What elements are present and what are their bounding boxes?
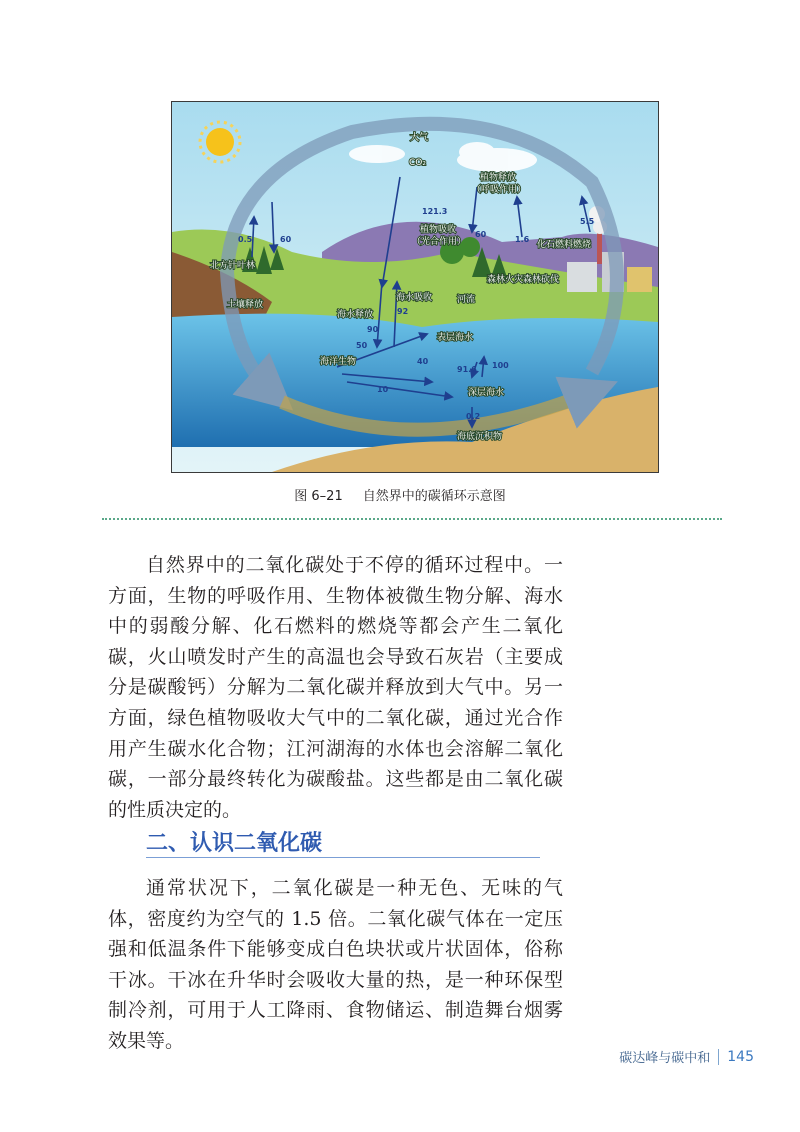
label-surface-sea: 表层海水 <box>437 333 474 343</box>
label-sea-release: 海水释放 <box>337 310 374 320</box>
book-title: 碳达峰与碳中和 <box>619 1051 711 1066</box>
caption-title: 自然界中的碳循环示意图 <box>362 489 506 504</box>
value-deep-sink: 10 <box>377 385 389 394</box>
caption-number: 图 6–21 <box>294 489 343 504</box>
label-river: 河流 <box>457 295 476 305</box>
label-soil-release: 土壤释放 <box>227 300 264 310</box>
figure-caption <box>0 485 800 504</box>
label-forest-fire: 森林火灾森林砍伐 <box>487 275 560 285</box>
label-marine-life: 海洋生物 <box>320 357 357 367</box>
value-plant-release: 60 <box>475 230 487 239</box>
value-sea-release: 90 <box>367 325 379 334</box>
value-sediment: 0.2 <box>466 412 481 421</box>
value-fossil-fuel: 5.5 <box>580 217 595 226</box>
label-respiration: （呼吸作用） <box>472 185 527 195</box>
value-soil-up: 0.5 <box>238 235 253 244</box>
label-atmosphere: 大气 <box>410 133 429 143</box>
value-surface-to-deep: 91.6 <box>457 365 477 374</box>
value-deep-to-surface: 100 <box>492 361 509 370</box>
carbon-cycle-figure <box>171 101 659 473</box>
body-paragraph: 自然界中的二氧化碳处于不停的循环过程中。一方面，生物的呼吸作用、生物体被微生物分解、海水中的弱酸分解、化石燃料的燃烧等都会产生二氧化碳，火山喷发时产生的高温也会导致石灰岩（主要成分是碳酸钙）分解为二氧化碳并释放到大气中。另一方面，绿色植物吸收大气中的二氧化碳，通过光合作用产生碳水化合物；江河湖海的水体也会溶解二氧化碳，一部分最终转化为碳酸盐。这些都是由二氧化碳的性质决定的。 <box>108 554 563 821</box>
value-sea-absorb: 92 <box>397 307 409 316</box>
section-heading: 二、认识二氧化碳 <box>146 831 323 856</box>
dotted-divider <box>102 518 722 520</box>
label-fossil-fuel: 化石燃料燃烧 <box>537 240 592 250</box>
value-marine-to-deep: 40 <box>417 357 429 366</box>
value-forest-fire: 1.6 <box>515 235 530 244</box>
label-boreal-forest: 北方针叶林 <box>210 261 256 271</box>
label-co2: CO₂ <box>409 158 426 168</box>
label-plant-release: 植物释放 <box>480 173 517 183</box>
label-photosynthesis: （光合作用） <box>412 237 467 247</box>
value-marine-to-surface: 50 <box>356 341 368 350</box>
page-footer <box>619 1047 754 1066</box>
carbon-cycle-diagram <box>172 102 658 472</box>
heading-underline <box>146 857 540 858</box>
label-sea-absorb: 海水吸收 <box>396 293 433 303</box>
page-number: 145 <box>727 1048 754 1065</box>
footer-separator <box>718 1049 719 1065</box>
label-sea-floor-sediment: 海底沉积物 <box>457 432 503 442</box>
value-plant-absorb: 121.3 <box>422 207 448 216</box>
label-plant-absorb: 植物吸收 <box>420 225 457 235</box>
label-deep-sea: 深层海水 <box>468 388 505 398</box>
body-paragraph-2: 通常状况下，二氧化碳是一种无色、无味的气体，密度约为空气的 1.5 倍。二氧化碳气体在一定压强和低温条件下能够变成白色块状或片状固体，俗称干冰。干冰在升华时会吸收大量的热，是一种环保型制冷剂，可用于人工降雨、食物储运、制造舞台烟雾效果等。 <box>108 877 563 1052</box>
value-soil-down: 60 <box>280 235 292 244</box>
